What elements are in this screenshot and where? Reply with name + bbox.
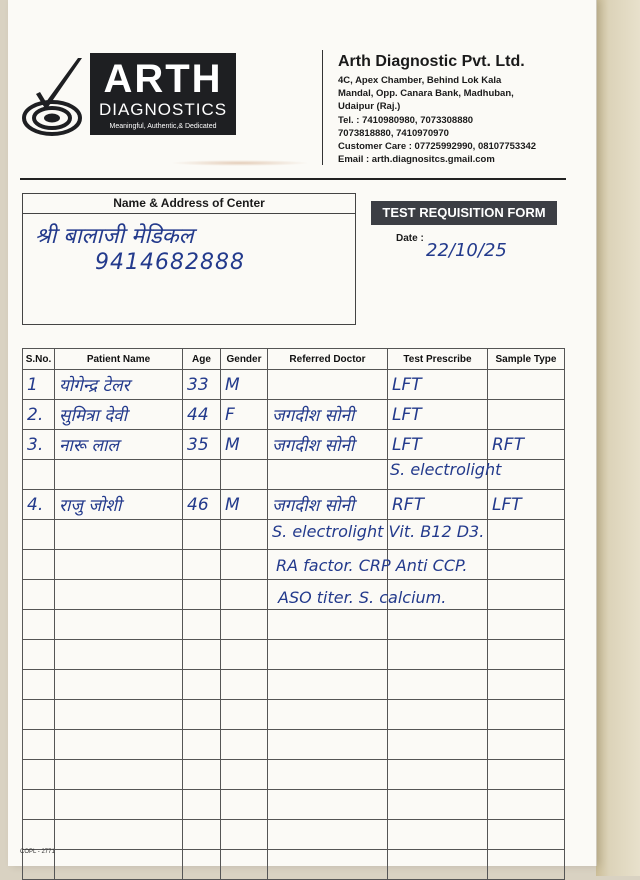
table-row: [23, 820, 565, 850]
table-cell: [23, 820, 55, 850]
table-cell: [488, 670, 565, 700]
table-cell: [488, 730, 565, 760]
table-cell: M: [221, 430, 268, 460]
table-cell: [23, 730, 55, 760]
table-cell: LFT: [488, 490, 565, 520]
table-cell: [221, 640, 268, 670]
note-tests-line-2: RA factor. CRP Anti CCP.: [276, 556, 468, 575]
table-row: [23, 790, 565, 820]
logo-target-check-icon: [22, 58, 86, 138]
table-cell: [268, 370, 388, 400]
table-cell: [221, 850, 268, 880]
company-info: [338, 52, 588, 166]
table-cell: [221, 520, 268, 550]
table-cell: 1: [23, 370, 55, 400]
table-cell: [55, 730, 183, 760]
table-row: [23, 490, 565, 520]
table-cell: योगेन्द्र टेलर: [55, 370, 183, 400]
logo-subtitle: DIAGNOSTICS: [98, 100, 228, 119]
table-cell: राजु जोशी: [55, 490, 183, 520]
form-code: COPL - 2771: [20, 849, 55, 855]
date-label: Date :: [396, 233, 424, 244]
table-cell: [268, 730, 388, 760]
table-cell: [23, 550, 55, 580]
table-cell: [221, 460, 268, 490]
table-row: [23, 400, 565, 430]
table-row: [23, 430, 565, 460]
table-cell: [488, 370, 565, 400]
company-address-line2: Mandal, Opp. Canara Bank, Madhuban,: [338, 88, 514, 100]
table-cell: [23, 610, 55, 640]
table-row: [23, 760, 565, 790]
center-box-title: Name & Address of Center: [23, 194, 355, 214]
table-header-row: [23, 349, 565, 370]
table-cell: 44: [183, 400, 221, 430]
table-row: [23, 850, 565, 880]
table-cell: LFT: [388, 430, 488, 460]
header-sno: S.No.: [23, 349, 55, 370]
table-cell: [55, 850, 183, 880]
table-cell: [183, 580, 221, 610]
header-referred-doctor: Referred Doctor: [268, 349, 388, 370]
table-cell: [221, 700, 268, 730]
logo-tagline: Meaningful, Authentic,& Dedicated: [109, 123, 217, 130]
paper-edge: [596, 0, 640, 876]
table-cell: जगदीश सोनी: [268, 490, 388, 520]
center-name-handwritten: श्री बालाजी मेडिकल: [35, 224, 194, 249]
table-cell: [488, 820, 565, 850]
table-cell: [55, 790, 183, 820]
table-cell: [183, 640, 221, 670]
header-divider: [322, 50, 323, 165]
table-cell: [55, 610, 183, 640]
table-cell: [488, 400, 565, 430]
center-phone-handwritten: 9414682888: [95, 250, 245, 275]
table-cell: [183, 550, 221, 580]
table-cell: [183, 520, 221, 550]
table-cell: M: [221, 490, 268, 520]
table-cell: [388, 610, 488, 640]
table-cell: [23, 670, 55, 700]
center-address-box: [22, 193, 356, 325]
table-cell: [23, 460, 55, 490]
table-cell: [55, 580, 183, 610]
note-tests-line-3: ASO titer. S. calcium.: [278, 588, 447, 607]
table-cell: [488, 850, 565, 880]
header-sample-type: Sample Type: [488, 349, 565, 370]
table-body: [23, 370, 565, 880]
company-name: Arth Diagnostic Pvt. Ltd.: [338, 53, 525, 70]
table-cell: [183, 820, 221, 850]
table-cell: [221, 580, 268, 610]
note-tests-line-1: S. electrolight Vit. B12 D3.: [272, 522, 485, 541]
table-cell: [488, 580, 565, 610]
paper-stain: [170, 160, 310, 166]
company-email: Email : arth.diagnositcs.gmail.com: [338, 154, 495, 166]
table-cell: [23, 520, 55, 550]
table-cell: [268, 610, 388, 640]
table-cell: M: [221, 370, 268, 400]
table-cell: 2.: [23, 400, 55, 430]
table-cell: [221, 550, 268, 580]
table-cell: [388, 700, 488, 730]
table-cell: RFT: [488, 430, 565, 460]
table-cell: [388, 640, 488, 670]
table-cell: [488, 640, 565, 670]
table-cell: [55, 520, 183, 550]
table-row: [23, 370, 565, 400]
table-row: [23, 610, 565, 640]
logo-badge: [90, 53, 236, 135]
company-address-line3: Udaipur (Raj.): [338, 101, 401, 113]
table-cell: [183, 460, 221, 490]
table-cell: 4.: [23, 490, 55, 520]
table-cell: [388, 670, 488, 700]
table-cell: [221, 670, 268, 700]
table-cell: [23, 640, 55, 670]
table-cell: [488, 550, 565, 580]
table-cell: [55, 670, 183, 700]
table-cell: [23, 790, 55, 820]
table-cell: [388, 850, 488, 880]
header-gender: Gender: [221, 349, 268, 370]
table-cell: 3.: [23, 430, 55, 460]
company-customer-care: Customer Care : 07725992990, 08107753342: [338, 141, 537, 153]
table-cell: [388, 820, 488, 850]
table-cell: [183, 610, 221, 640]
table-cell: 46: [183, 490, 221, 520]
table-row: [23, 670, 565, 700]
date-handwritten: 22/10/25: [426, 240, 507, 261]
table-row: [23, 700, 565, 730]
company-telephone: Tel. : 7410980980, 7073308880: [338, 114, 474, 126]
table-cell: [183, 790, 221, 820]
table-cell: [268, 700, 388, 730]
table-cell: [268, 820, 388, 850]
table-cell: [388, 760, 488, 790]
table-cell: [183, 850, 221, 880]
table-cell: F: [221, 400, 268, 430]
table-cell: LFT: [388, 400, 488, 430]
table-cell: 33: [183, 370, 221, 400]
table-cell: [55, 460, 183, 490]
note-electrolight-row3: S. electrolight: [390, 460, 502, 479]
table-cell: [183, 700, 221, 730]
table-cell: [488, 700, 565, 730]
table-cell: [388, 790, 488, 820]
table-cell: [488, 610, 565, 640]
table-cell: [268, 670, 388, 700]
table-cell: सुमित्रा देवी: [55, 400, 183, 430]
company-telephone-2: 7073818880, 7410970970: [338, 127, 449, 139]
table-cell: [221, 790, 268, 820]
table-cell: [23, 700, 55, 730]
table-cell: [268, 460, 388, 490]
table-cell: [55, 700, 183, 730]
table-cell: [488, 760, 565, 790]
table-cell: RFT: [388, 490, 488, 520]
table-cell: [183, 730, 221, 760]
table-cell: [268, 760, 388, 790]
table-cell: जगदीश सोनी: [268, 430, 388, 460]
table-row: [23, 730, 565, 760]
patient-table: [22, 348, 565, 880]
table-cell: [183, 760, 221, 790]
table-cell: [488, 790, 565, 820]
table-cell: [221, 610, 268, 640]
table-cell: [55, 760, 183, 790]
table-cell: [221, 760, 268, 790]
table-cell: [268, 790, 388, 820]
logo-brand: ARTH: [103, 57, 223, 101]
table-cell: [55, 820, 183, 850]
company-address-line1: 4C, Apex Chamber, Behind Lok Kala: [338, 75, 502, 86]
table-cell: [268, 640, 388, 670]
header-test-prescribe: Test Prescribe: [388, 349, 488, 370]
table-cell: [268, 850, 388, 880]
table-cell: 35: [183, 430, 221, 460]
header-age: Age: [183, 349, 221, 370]
header-rule: [20, 178, 566, 180]
table-cell: [183, 670, 221, 700]
table-cell: [23, 580, 55, 610]
table-cell: नारू लाल: [55, 430, 183, 460]
table-cell: [55, 640, 183, 670]
header-patient-name: Patient Name: [55, 349, 183, 370]
table-cell: जगदीश सोनी: [268, 400, 388, 430]
table-cell: [221, 730, 268, 760]
table-cell: [55, 550, 183, 580]
table-cell: [388, 730, 488, 760]
form-title-banner: TEST REQUISITION FORM: [371, 201, 557, 225]
table-cell: [221, 820, 268, 850]
table-cell: LFT: [388, 370, 488, 400]
table-cell: [488, 520, 565, 550]
table-row: [23, 640, 565, 670]
table-cell: [23, 760, 55, 790]
